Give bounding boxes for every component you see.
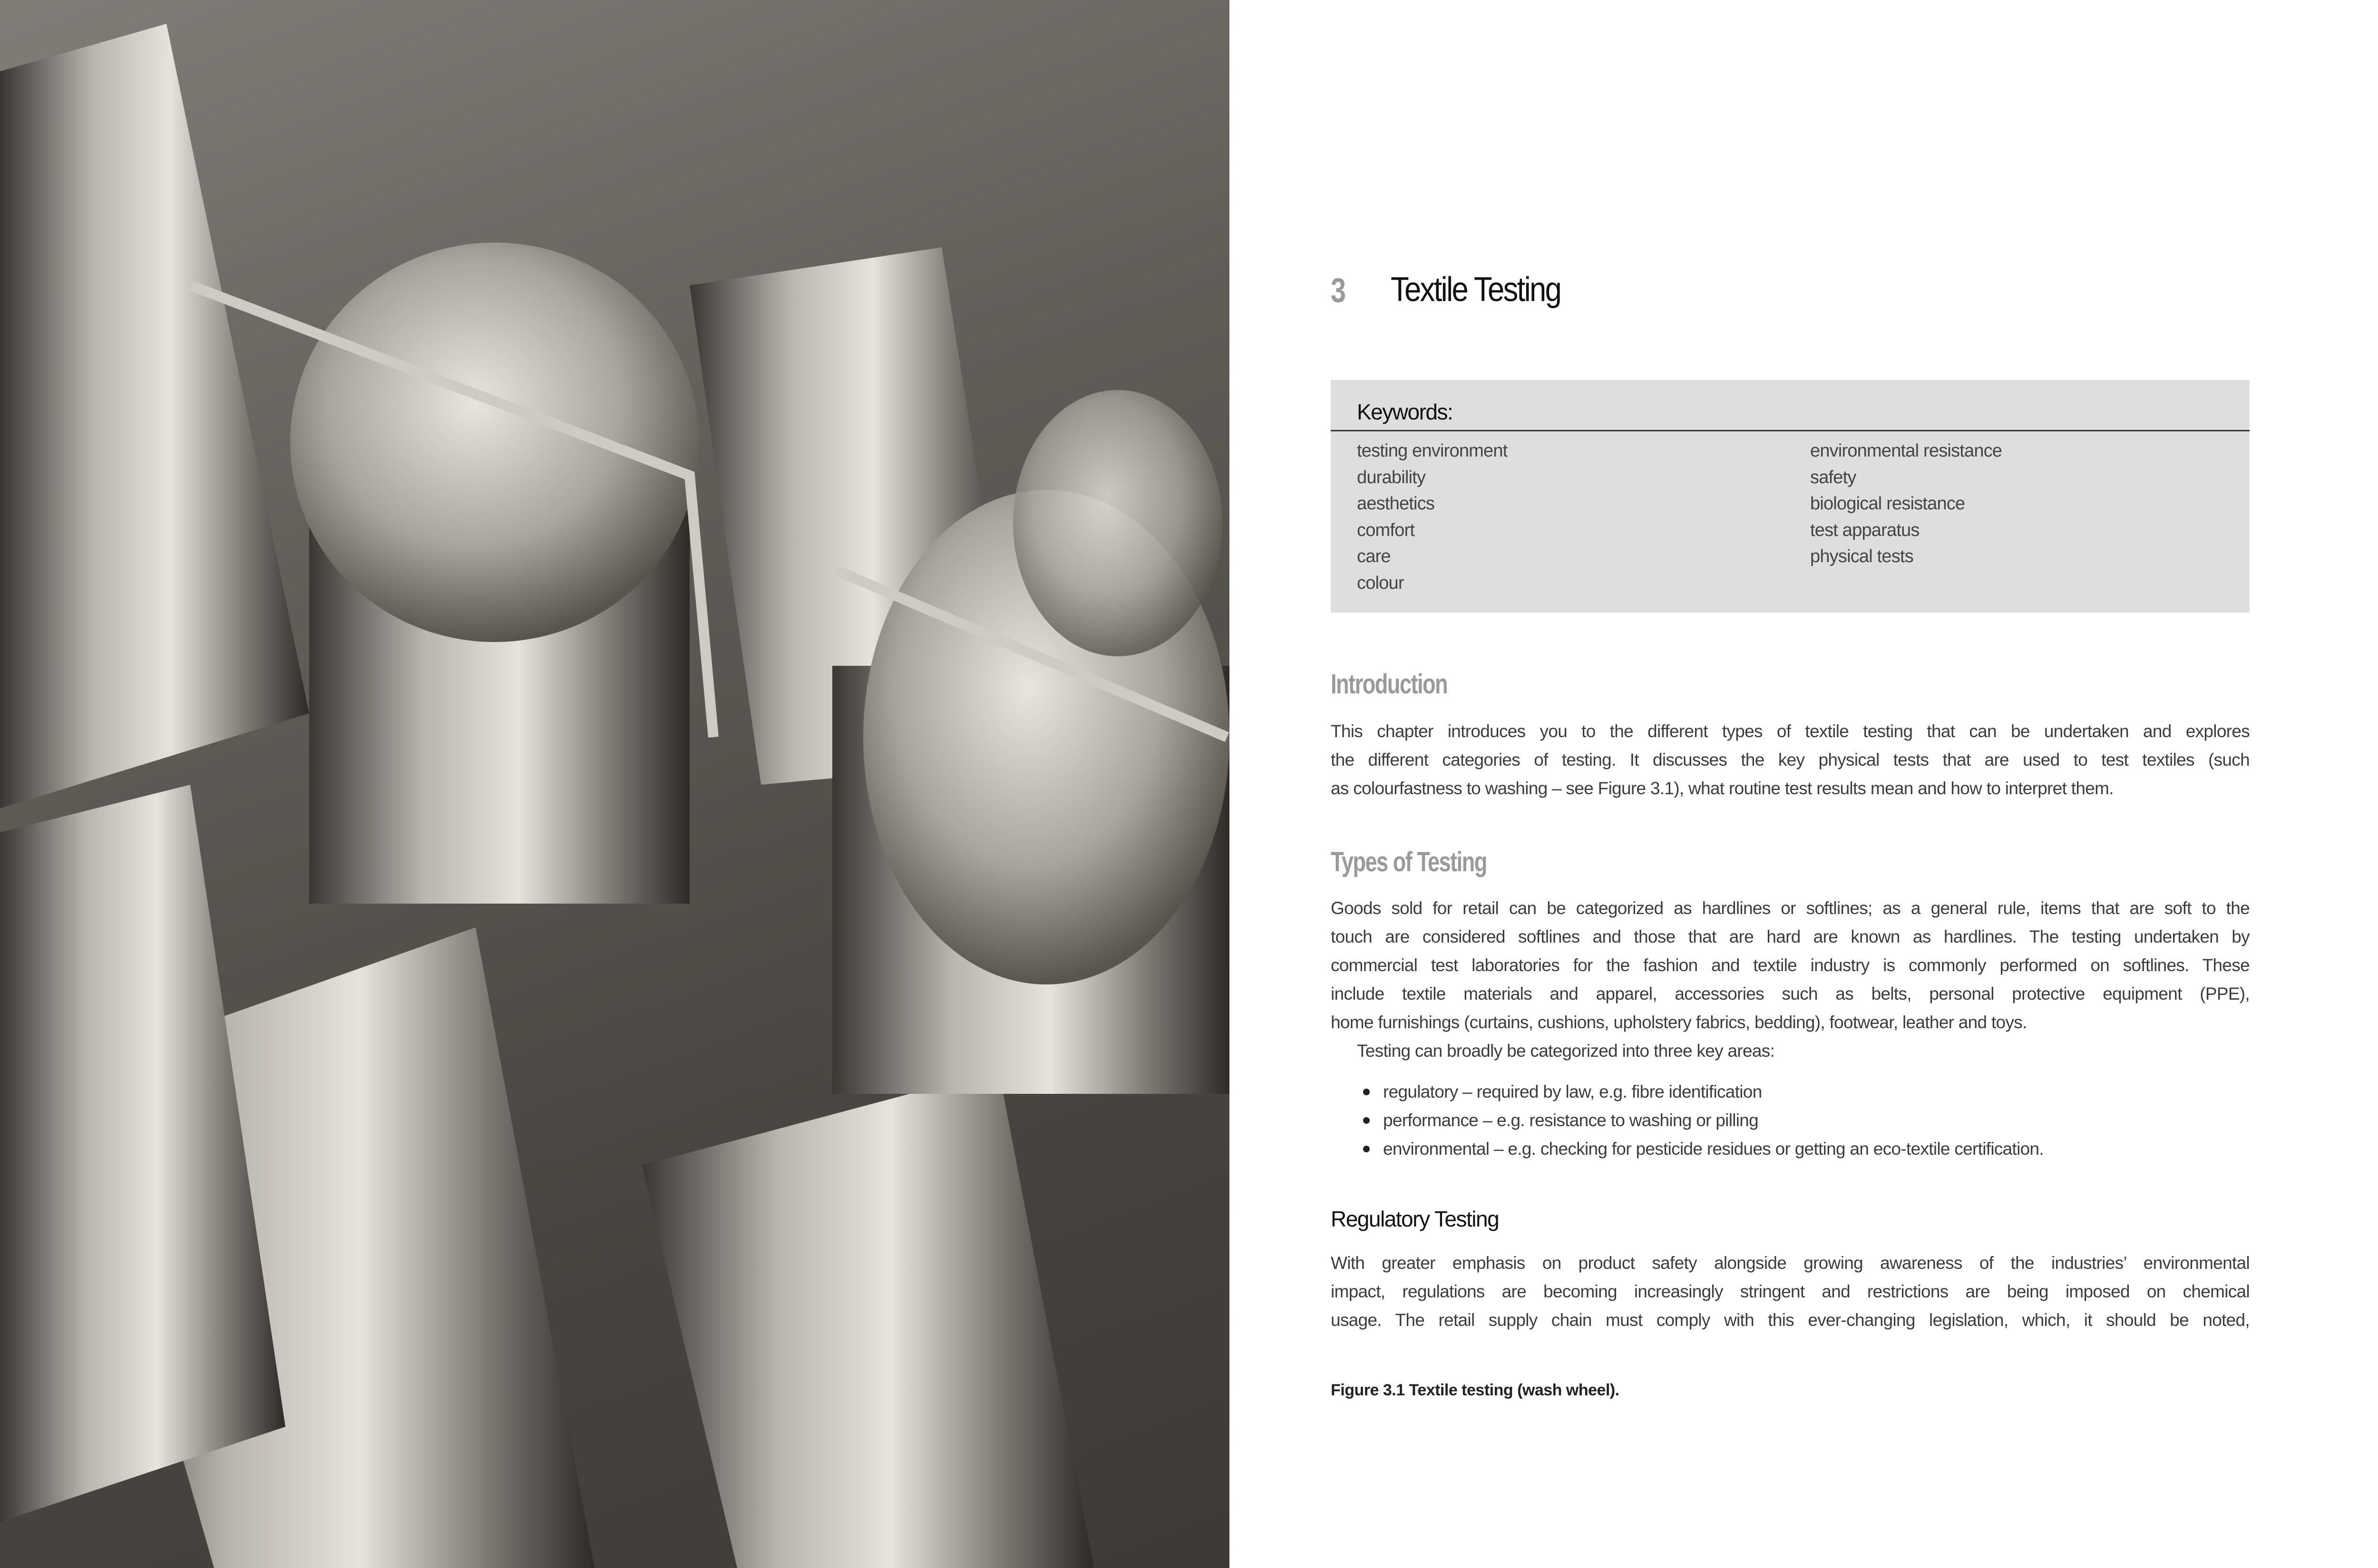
list-item-text: performance – e.g. resistance to washing or pilling: [1383, 1110, 1759, 1130]
text-line: Goods sold for retail can be categorized as hardlines or softlines; as a general rule, items that are soft to the: [1331, 898, 2250, 918]
text-line: This chapter introduces you to the different types of textile testing that can be undertaken and explores: [1331, 721, 2250, 741]
text-line: include textile materials and apparel, accessories such as belts, personal protective equipment (PPE),: [1331, 984, 2250, 1003]
text-line: usage. The retail supply chain must comply with this ever-changing legislation, which, it should be noted,: [1331, 1310, 2250, 1330]
keyword: testing environment: [1357, 441, 1508, 461]
chapter-title: Textile Testing: [1391, 271, 1561, 309]
keyword: comfort: [1357, 520, 1415, 540]
testing-areas-list: [1363, 1078, 2044, 1163]
text-line: Testing can broadly be categorized into three key areas:: [1357, 1041, 1775, 1061]
regulatory-testing-heading: Regulatory Testing: [1331, 1207, 1499, 1231]
keyword: durability: [1357, 467, 1426, 487]
text-line: commercial test laboratories for the fashion and textile industry is commonly performed on softlines. These: [1331, 955, 2250, 975]
chapter-number: 3: [1331, 272, 1345, 310]
keyword: environmental resistance: [1810, 441, 2002, 461]
regulatory-testing-paragraph: [1331, 1249, 2250, 1334]
list-item: [1363, 1135, 2044, 1163]
introduction-heading: Introduction: [1331, 669, 1448, 700]
text-line: home furnishings (curtains, cushions, upholstery fabrics, bedding), footwear, leather and toys.: [1331, 1013, 2027, 1032]
text-line: as colourfastness to washing – see Figure 3.1), what routine test results mean and how to interpret them.: [1331, 779, 2114, 798]
keyword: biological resistance: [1810, 494, 1965, 514]
keyword: physical tests: [1810, 546, 1913, 566]
bullet-icon: [1363, 1146, 1370, 1152]
keyword: care: [1357, 546, 1391, 566]
text-line: the different categories of testing. It discusses the key physical tests that are used to test textiles (such: [1331, 750, 2250, 769]
keyword: colour: [1357, 573, 1404, 593]
keyword: aesthetics: [1357, 494, 1435, 514]
text-line: impact, regulations are becoming increasingly stringent and restrictions are being imposed on chemical: [1331, 1282, 2250, 1301]
keyword: test apparatus: [1810, 520, 1920, 540]
list-item: [1363, 1078, 2044, 1106]
list-item-text: environmental – e.g. checking for pesticide residues or getting an eco-textile certification.: [1383, 1139, 2044, 1159]
keywords-column-1: [1357, 438, 1507, 596]
keywords-heading: Keywords:: [1357, 399, 1453, 424]
keywords-column-2: [1810, 438, 2002, 570]
keywords-divider: [1331, 430, 2250, 431]
bullet-icon: [1363, 1117, 1370, 1124]
text-line: With greater emphasis on product safety alongside growing awareness of the industries’ environmental: [1331, 1253, 2250, 1273]
types-of-testing-paragraph: [1331, 894, 2250, 1065]
figure-caption: Figure 3.1 Textile testing (wash wheel).: [1331, 1381, 1619, 1399]
list-item-text: regulatory – required by law, e.g. fibre identification: [1383, 1082, 1762, 1101]
text-line: touch are considered softlines and those that are hard are known as hardlines. The testing undertaken by: [1331, 927, 2250, 946]
keywords-box: [1331, 380, 2250, 613]
list-item: [1363, 1106, 2044, 1135]
keyword: safety: [1810, 467, 1856, 487]
bullet-icon: [1363, 1089, 1370, 1095]
types-of-testing-heading: Types of Testing: [1331, 847, 1487, 877]
introduction-paragraph: [1331, 717, 2250, 803]
